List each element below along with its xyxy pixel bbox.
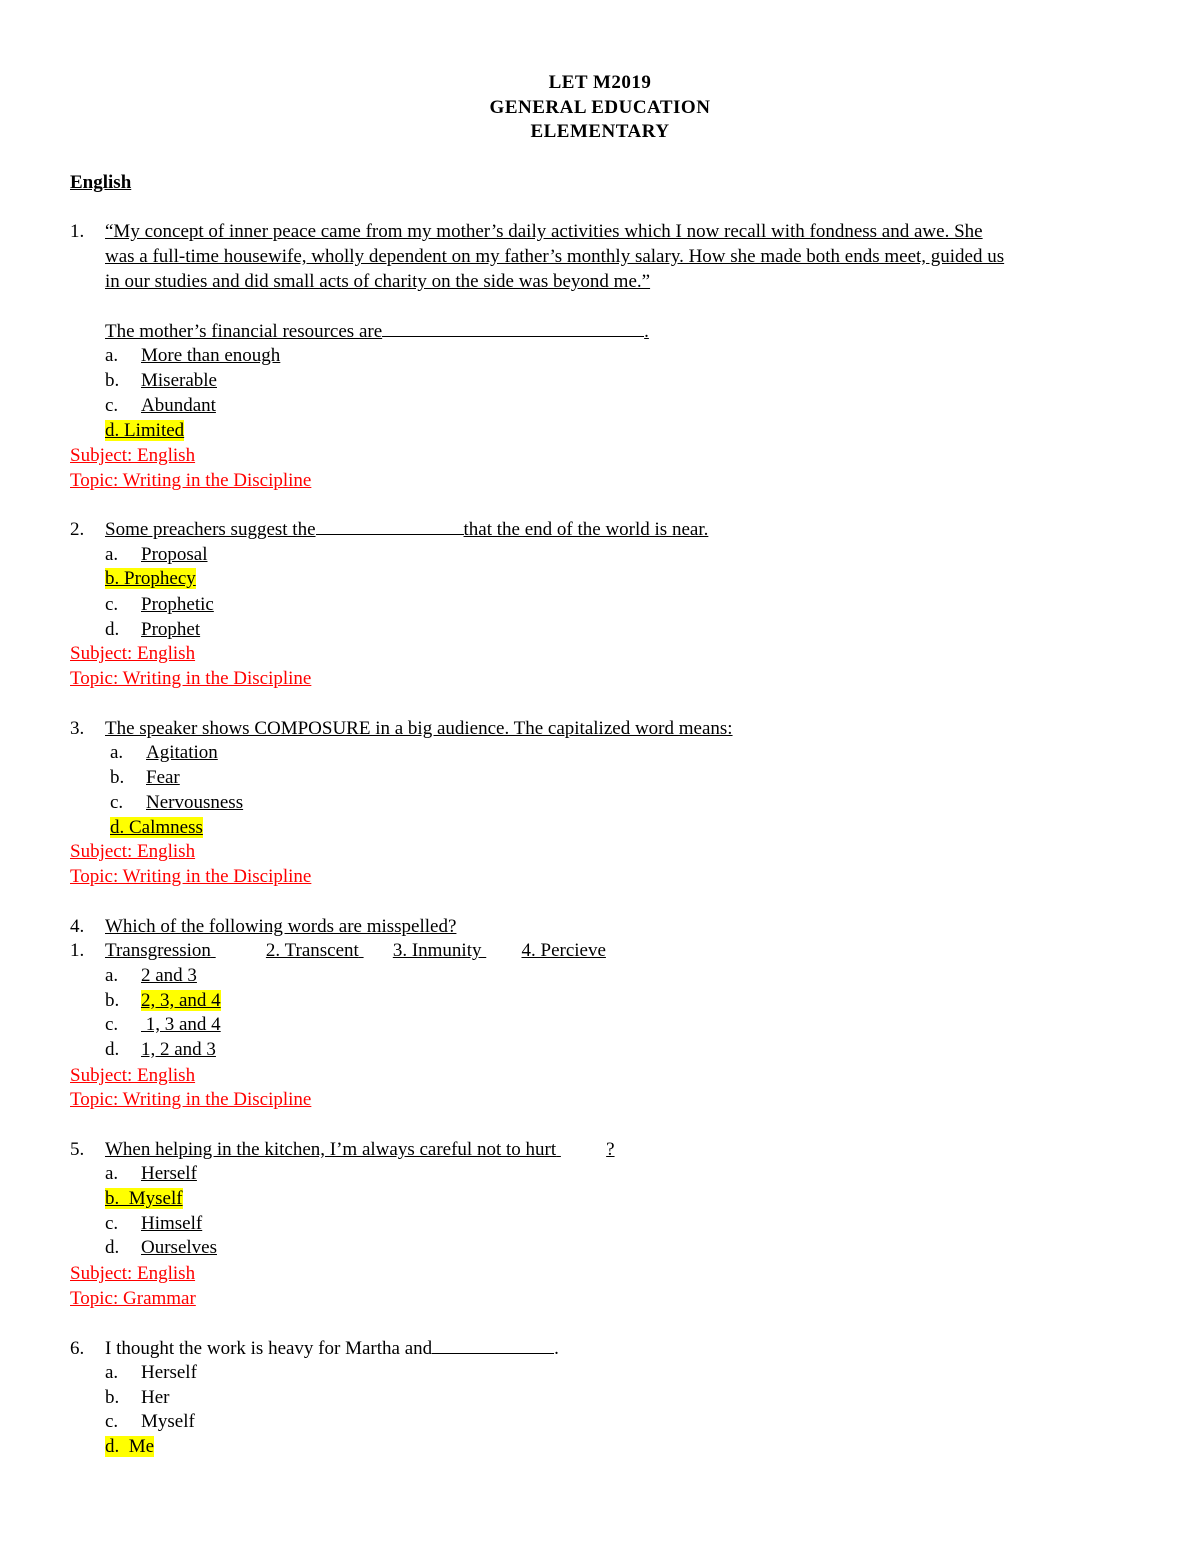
question-passage-line: “My concept of inner peace came from my mother’s daily activities which I now recall with fondness and awe. She <box>105 221 983 242</box>
answer-option: b. 2, 3, and 4 <box>105 990 221 1011</box>
answer-option: d. Me <box>105 1436 155 1457</box>
topic-label: Topic: Writing in the Discipline <box>70 668 312 689</box>
option: c. Myself <box>105 1411 195 1432</box>
question-6: 6. I thought the work is heavy for Martha and . <box>70 1338 559 1359</box>
topic-label: Topic: Grammar <box>70 1288 196 1309</box>
subject-label: Subject: English <box>70 643 196 664</box>
option: d. Ourselves <box>105 1237 217 1258</box>
answer-option: b. Myself <box>105 1188 183 1209</box>
option: a. Agitation <box>110 742 218 763</box>
option: b. Her <box>105 1387 170 1408</box>
subject-label: Subject: English <box>70 841 196 862</box>
answer-option: d. Limited <box>105 420 185 441</box>
section-heading: English <box>70 172 132 193</box>
topic-label: Topic: Writing in the Discipline <box>70 1089 312 1110</box>
option: c. Nervousness <box>110 792 244 813</box>
option: a. Herself <box>105 1163 197 1184</box>
option: c. Prophetic <box>105 594 214 615</box>
option: b. Miserable <box>105 370 217 391</box>
doc-title: LET M2019 <box>548 72 652 93</box>
option: a. 2 and 3 <box>105 965 197 986</box>
question-stem: The mother’s financial resources are . <box>105 321 649 342</box>
option: d. 1, 2 and 3 <box>105 1039 216 1060</box>
topic-label: Topic: Writing in the Discipline <box>70 866 312 887</box>
doc-level: ELEMENTARY <box>530 121 670 142</box>
question-number: 1. <box>70 221 85 242</box>
option: a. Proposal <box>105 544 208 565</box>
subject-label: Subject: English <box>70 445 196 466</box>
topic-label: Topic: Writing in the Discipline <box>70 470 312 491</box>
doc-subtitle: GENERAL EDUCATION <box>489 97 711 118</box>
option: c. Himself <box>105 1213 203 1234</box>
subject-label: Subject: English <box>70 1263 196 1284</box>
question-passage-line: was a full-time housewife, wholly dependent on my father’s monthly salary. How she made both ends meet, guided us <box>105 246 1005 267</box>
answer-option: d. Calmness <box>110 817 203 838</box>
question-5: 5. When helping in the kitchen, I’m always careful not to hurt ? <box>70 1139 615 1160</box>
option: a. Herself <box>105 1362 197 1383</box>
option: c. 1, 3 and 4 <box>105 1014 221 1035</box>
question-3: 3. The speaker shows COMPOSURE in a big audience. The capitalized word means: <box>70 718 733 739</box>
question-4: 4. Which of the following words are misspelled? <box>70 916 457 937</box>
option: d. Prophet <box>105 619 201 640</box>
option: b. Fear <box>110 767 180 788</box>
option: a. More than enough <box>105 345 281 366</box>
option: c. Abundant <box>105 395 216 416</box>
question-2: 2. Some preachers suggest the that the end of the world is near. <box>70 519 709 540</box>
subject-label: Subject: English <box>70 1065 196 1086</box>
word-list: 1. Transgression 2. Transcent 3. Inmunity 4. Percieve <box>70 940 606 961</box>
question-passage-line: in our studies and did small acts of charity on the side was beyond me.” <box>105 271 651 292</box>
answer-option: b. Prophecy <box>105 568 196 589</box>
question-1 <box>70 220 983 244</box>
